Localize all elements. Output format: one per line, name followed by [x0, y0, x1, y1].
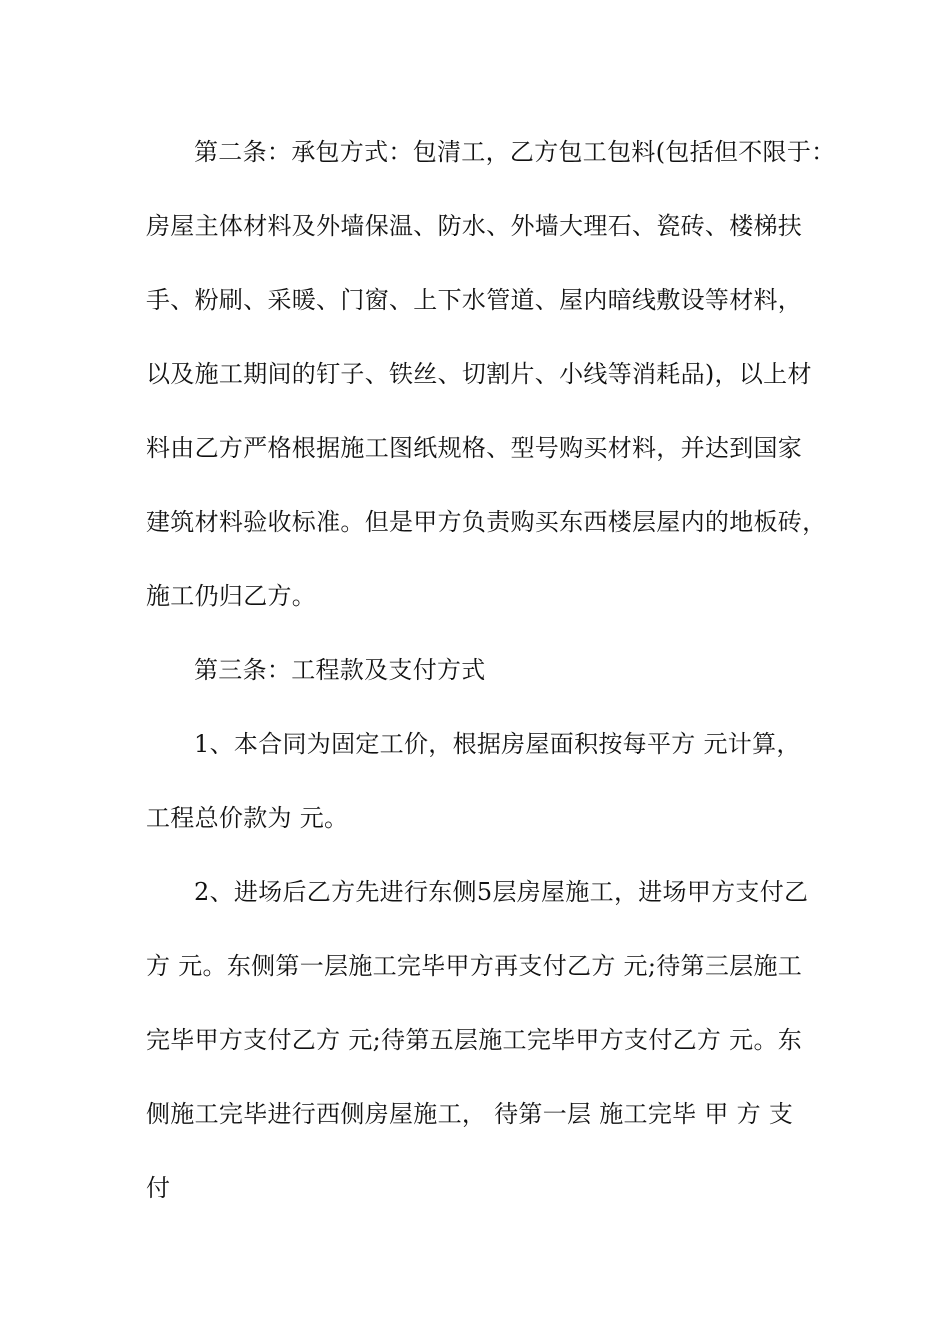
paragraph-line: 付	[146, 1174, 171, 1202]
paragraph-line: 房屋主体材料及外墙保温、防水、外墙大理石、瓷砖、楼梯扶	[146, 212, 803, 240]
article-2-heading-line: 第二条：承包方式：包清工，乙方包工包料(包括但不限于：	[194, 138, 836, 166]
paragraph-line: 方 元。东侧第一层施工完毕甲方再支付乙方 元;待第三层施工	[146, 952, 803, 980]
paragraph-line: 手、粉刷、采暖、门窗、上下水管道、屋内暗线敷设等材料，	[146, 286, 803, 314]
paragraph-line: 工程总价款为 元。	[146, 804, 349, 832]
clause-1-line: 1、本合同为固定工价，根据房屋面积按每平方 元计算，	[194, 730, 801, 758]
article-3-heading-line: 第三条：工程款及支付方式	[194, 656, 486, 684]
paragraph-line: 侧施工完毕进行西侧房屋施工， 待第一层 施工完毕 甲 方 支	[146, 1100, 794, 1128]
clause-2-line: 2、进场后乙方先进行东侧5层房屋施工，进场甲方支付乙	[194, 878, 809, 906]
paragraph-line: 施工仍归乙方。	[146, 582, 317, 610]
paragraph-line: 料由乙方严格根据施工图纸规格、型号购买材料，并达到国家	[146, 434, 803, 462]
paragraph-line: 以及施工期间的钉子、铁丝、切割片、小线等消耗品)，以上材	[146, 360, 812, 388]
paragraph-line: 建筑材料验收标准。但是甲方负责购买东西楼层屋内的地板砖，	[146, 508, 827, 536]
paragraph-line: 完毕甲方支付乙方 元;待第五层施工完毕甲方支付乙方 元。东	[146, 1026, 803, 1054]
